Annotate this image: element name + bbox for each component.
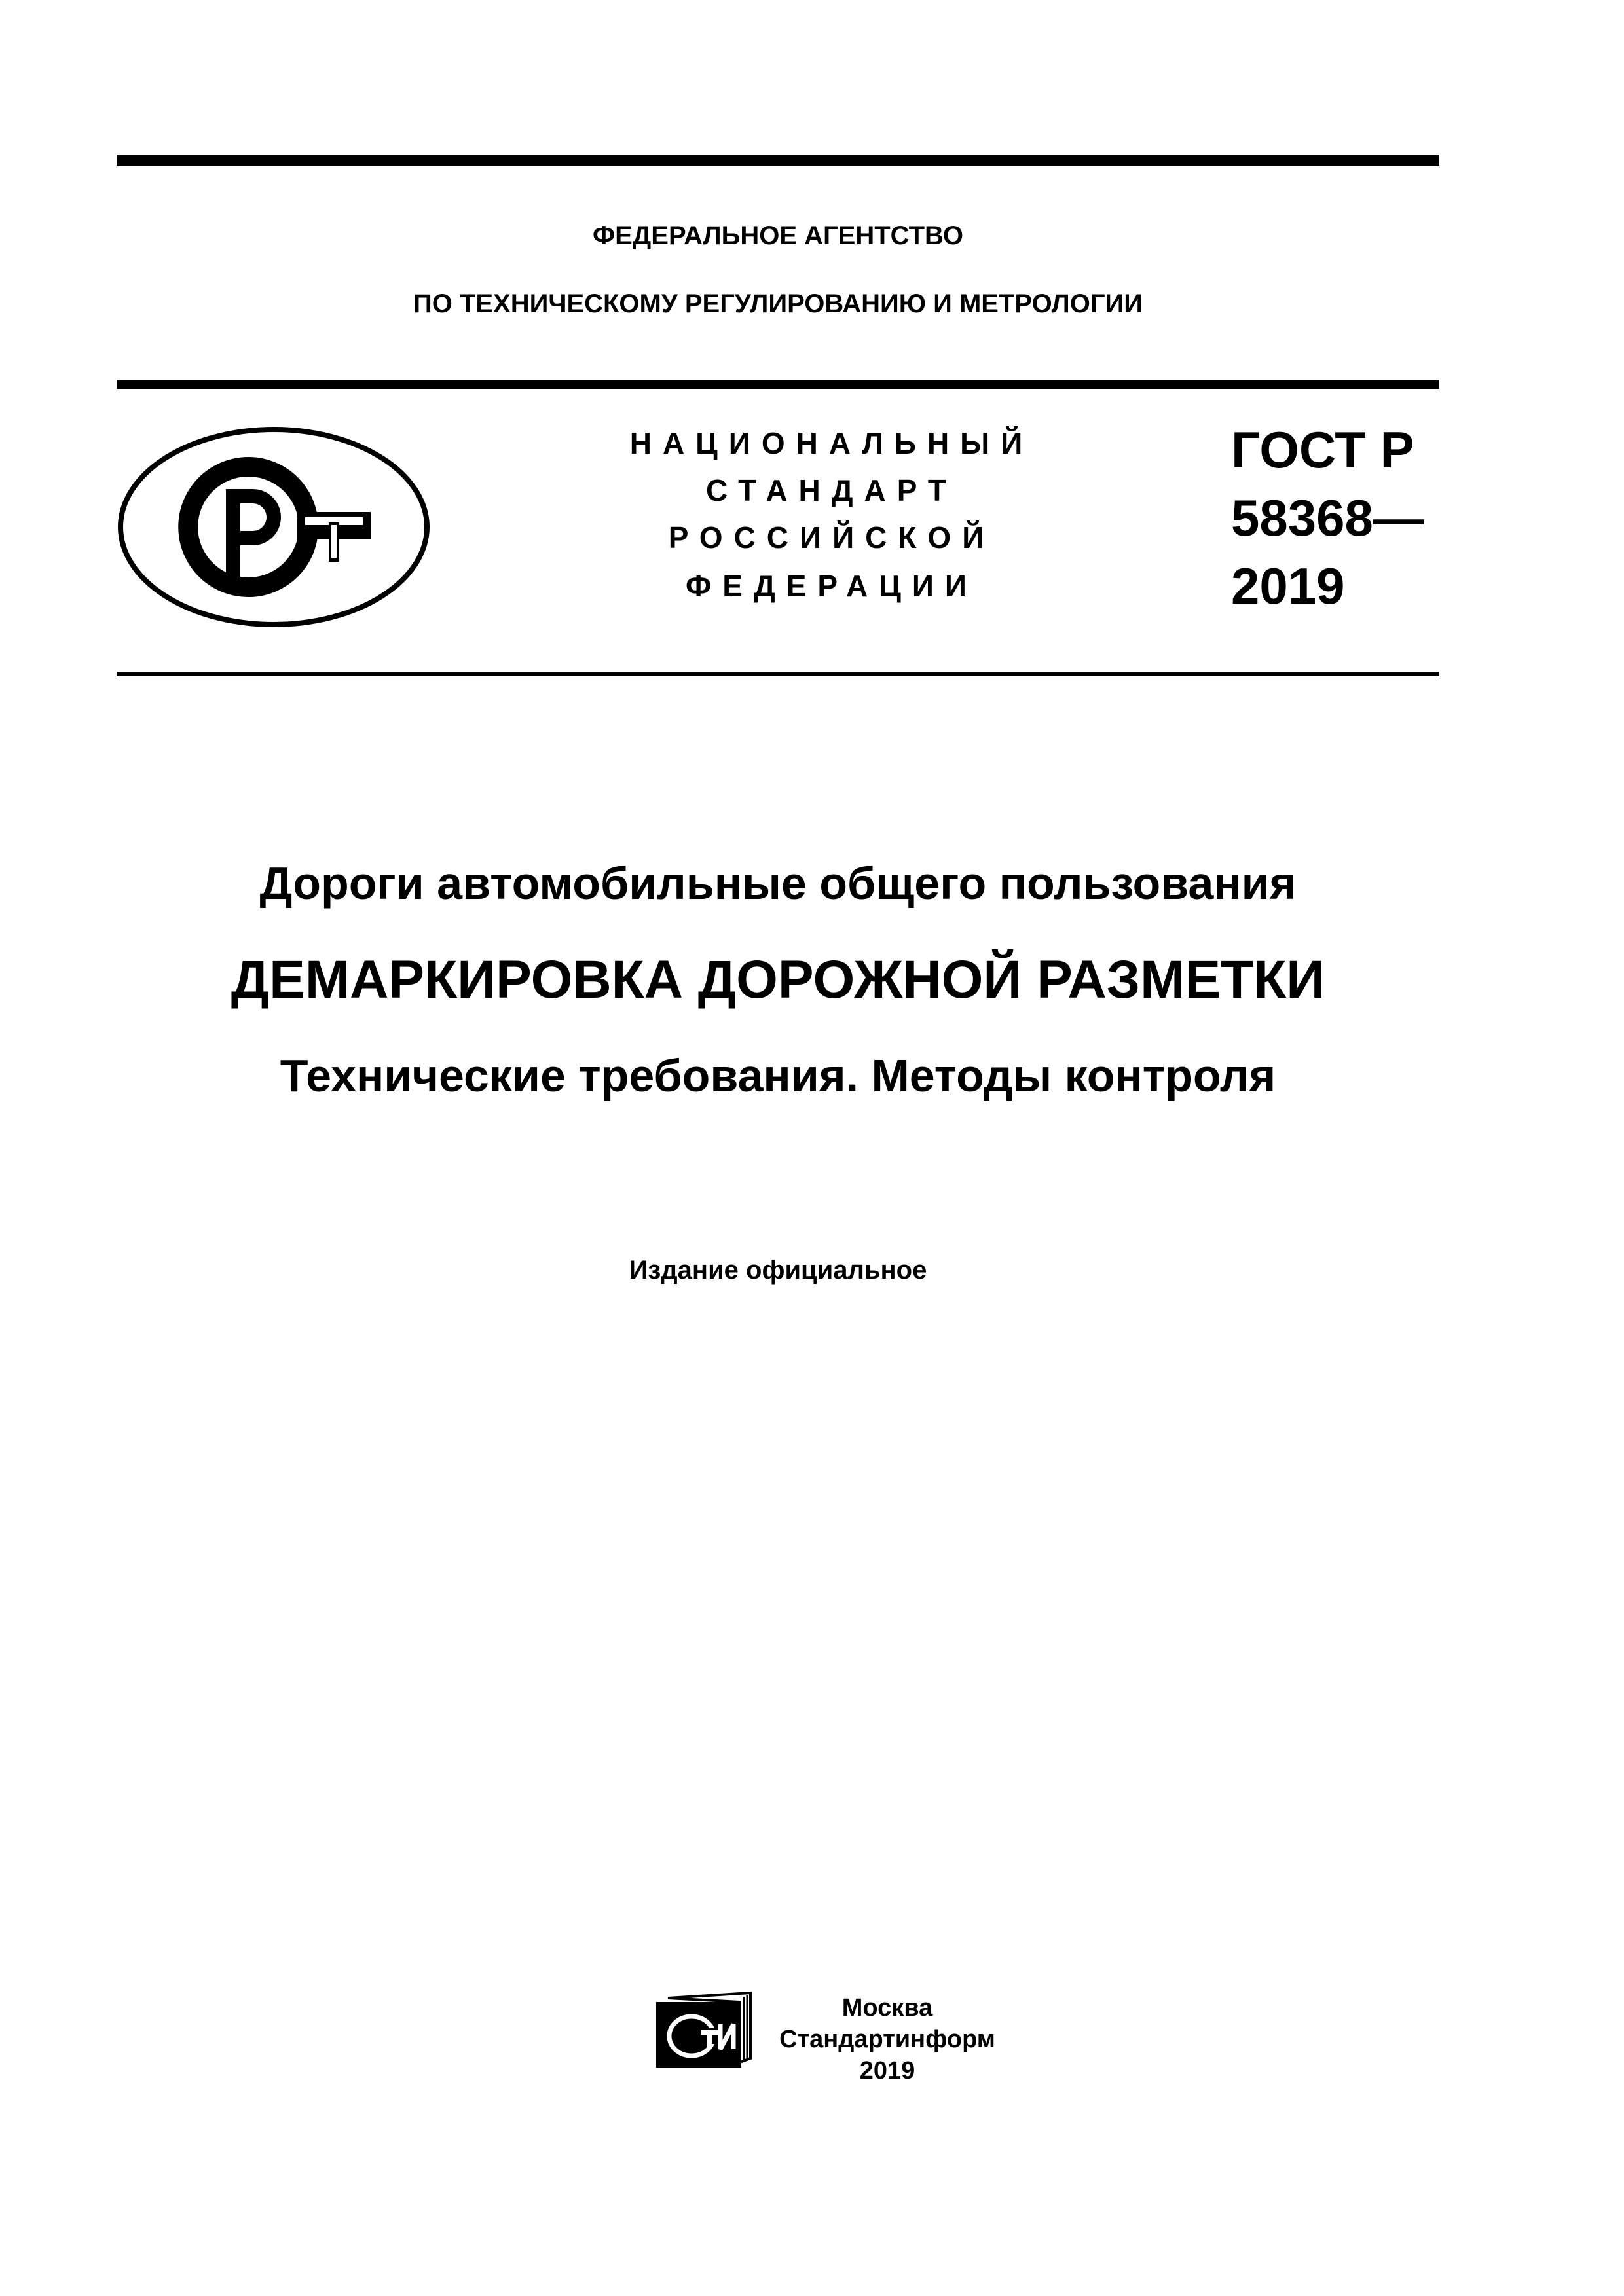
standard-type-line-4: ФЕДЕРАЦИИ	[686, 569, 978, 603]
agency-name-line-1: ФЕДЕРАЛЬНОЕ АГЕНТСТВО	[592, 221, 964, 250]
agency-name-line-2: ПО ТЕХНИЧЕСКОМУ РЕГУЛИРОВАНИЮ И МЕТРОЛОГИИ	[413, 289, 1143, 318]
gost-r-certification-logo-icon	[117, 426, 431, 629]
document-title-line-2: ДЕМАРКИРОВКА ДОРОЖНОЙ РАЗМЕТКИ	[231, 950, 1325, 1010]
standard-number-line-3: 2019	[1231, 557, 1345, 615]
imprint-year: 2019	[859, 2057, 915, 2085]
document-title-line-1: Дороги автомобильные общего пользования	[259, 858, 1297, 909]
edition-label: Издание официальное	[629, 1256, 927, 1285]
bottom-rule	[117, 672, 1439, 676]
middle-rule	[117, 380, 1439, 389]
imprint-city: Москва	[841, 1994, 933, 2022]
standard-number-line-1: ГОСТ Р	[1231, 421, 1414, 479]
top-rule	[117, 155, 1439, 166]
standard-type-line-3: РОССИЙСКОЙ	[668, 520, 995, 555]
standard-type-line-1: НАЦИОНАЛЬНЫЙ	[629, 426, 1034, 460]
standartinform-logo-icon	[655, 1990, 753, 2069]
imprint-publisher: Стандартинформ	[779, 2026, 995, 2053]
standard-number-line-2: 58368—	[1231, 489, 1424, 547]
document-title-line-3: Технические требования. Методы контроля	[280, 1050, 1276, 1101]
standard-type-line-2: СТАНДАРТ	[706, 473, 957, 507]
